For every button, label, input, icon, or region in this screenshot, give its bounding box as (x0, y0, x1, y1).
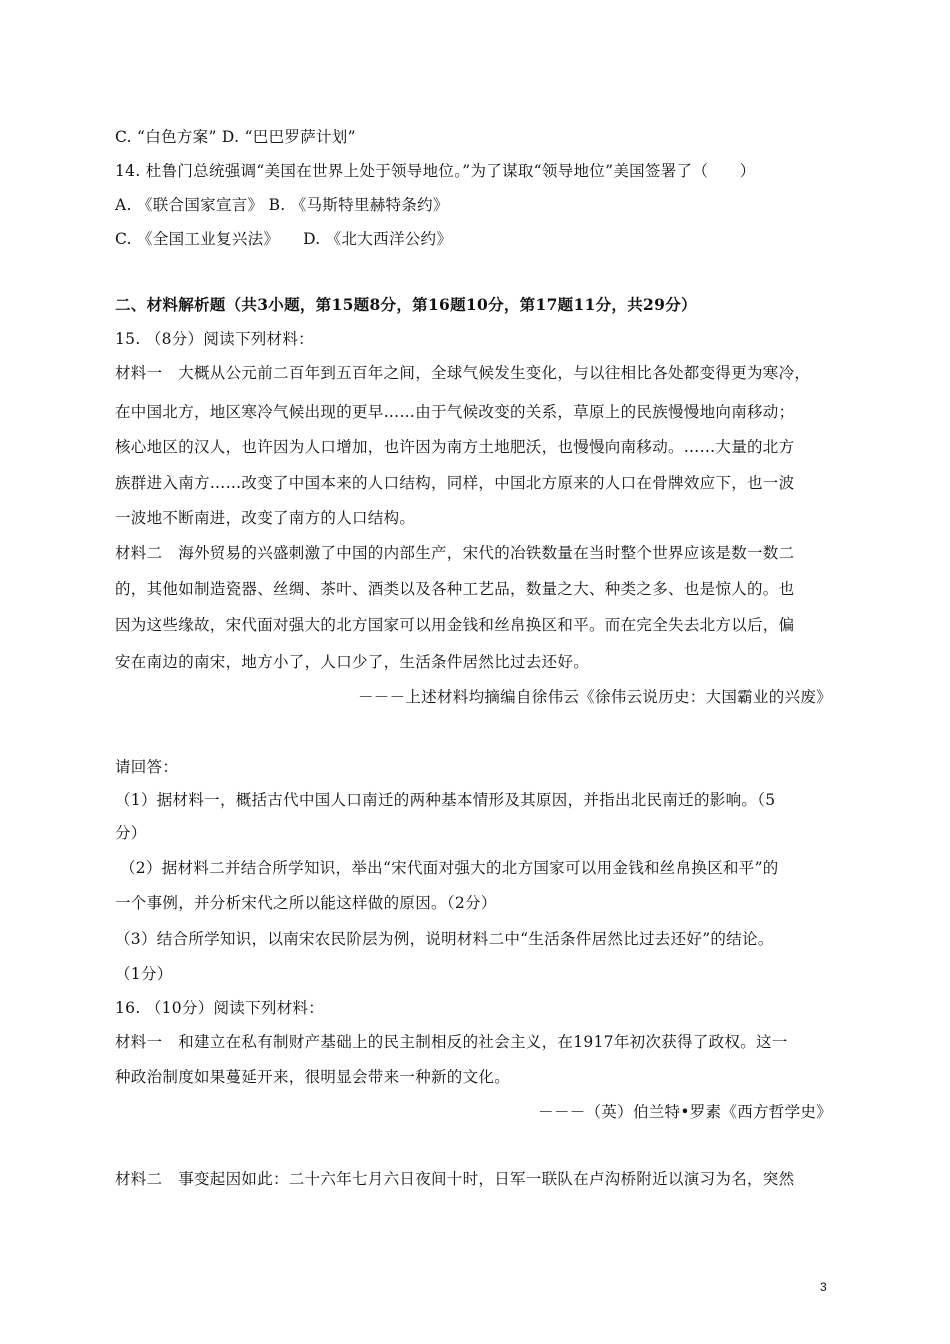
q16-material1-line: 材料一 和建立在私有制财产基础上的民主制相反的社会主义，在1917年初次获得了政权。这一 (115, 1033, 788, 1051)
q15-sub3-line: （1分） (115, 965, 173, 983)
q15-material2-line: 的，其他如制造瓷器、丝绸、茶叶、酒类以及各种工艺品，数量之大、种类之多、也是惊人的。也 (115, 580, 795, 598)
q15-sub2-line: （2）据材料二并结合所学知识，举出“宋代面对强大的北方国家可以用金钱和丝帛换区和平”的 (120, 859, 779, 877)
q15-material2-line: 安在南边的南宋，地方小了，人口少了，生活条件居然比过去还好。 (115, 653, 590, 671)
q15-header: 15. （8分）阅读下列材料： (115, 330, 314, 348)
q15-material2-line: 材料二 海外贸易的兴盛刺激了中国的内部生产，宋代的冶铁数量在当时整个世界应该是数一数二 (115, 544, 795, 562)
q15-material1-line: 材料一 大概从公元前二百年到五百年之间，全球气候发生变化，与以往相比各处都变得更为寒冷， (115, 364, 811, 382)
q15-prompt: 请回答： (115, 758, 179, 776)
q15-material2-line: 因为这些缘故，宋代面对强大的北方国家可以用金钱和丝帛换区和平。而在完全失去北方以后，偏 (115, 616, 795, 634)
page-number: 3 (820, 1280, 827, 1294)
q13-options-cd: C. “白色方案” D. “巴巴罗萨计划” (115, 128, 356, 146)
q16-header: 16. （10分）阅读下列材料： (115, 999, 325, 1017)
q14-options-cd: C. 《全国工业复兴法》 D. 《北大西洋公约》 (115, 230, 453, 248)
q16-source: －－－（英）伯兰特•罗素《西方哲学史》 (538, 1103, 832, 1121)
q15-material1-line: 一波地不断南进，改变了南方的人口结构。 (115, 509, 416, 527)
q15-sub1-line: 分） (115, 824, 147, 842)
q15-sub2-line: 一个事例，并分析宋代之所以能这样做的原因。（2分） (115, 894, 497, 912)
q14-options-ab: A. 《联合国家宣言》 B. 《马斯特里赫特条约》 (115, 196, 449, 214)
section2-title: 二、材料解析题（共3小题，第15题8分，第16题10分，第17题11分，共29分） (115, 295, 697, 314)
q15-sub1-line: （1）据材料一，概括古代中国人口南迁的两种基本情形及其原因，并指出北民南迁的影响。（5 (115, 791, 776, 809)
q14-stem: 14. 杜鲁门总统强调“美国在世界上处于领导地位。”为了谋取“领导地位”美国签署了（ ） (115, 162, 756, 180)
q15-material1-line: 族群进入南方……改变了中国本来的人口结构，同样，中国北方原来的人口在骨牌效应下，也一波 (115, 474, 795, 492)
q15-sub3-line: （3）结合所学知识，以南宋农民阶层为例，说明材料二中“生活条件居然比过去还好”的结论。 (115, 930, 774, 948)
q15-material1-line: 在中国北方，地区寒冷气候出现的更早……由于气候改变的关系，草原上的民族慢慢地向南移动； (115, 403, 795, 421)
q15-material1-line: 核心地区的汉人，也许因为人口增加，也许因为南方土地肥沃，也慢慢向南移动。……大量的北方 (115, 438, 795, 456)
q16-material2-line: 材料二 事变起因如此：二十六年七月六日夜间十时，日军一联队在卢沟桥附近以演习为名，突然 (115, 1170, 795, 1188)
q15-source: －－－上述材料均摘编自徐伟云《徐伟云说历史：大国霸业的兴废》 (357, 688, 832, 706)
q16-material1-line: 种政治制度如果蔓延开来，很明显会带来一种新的文化。 (115, 1068, 511, 1086)
